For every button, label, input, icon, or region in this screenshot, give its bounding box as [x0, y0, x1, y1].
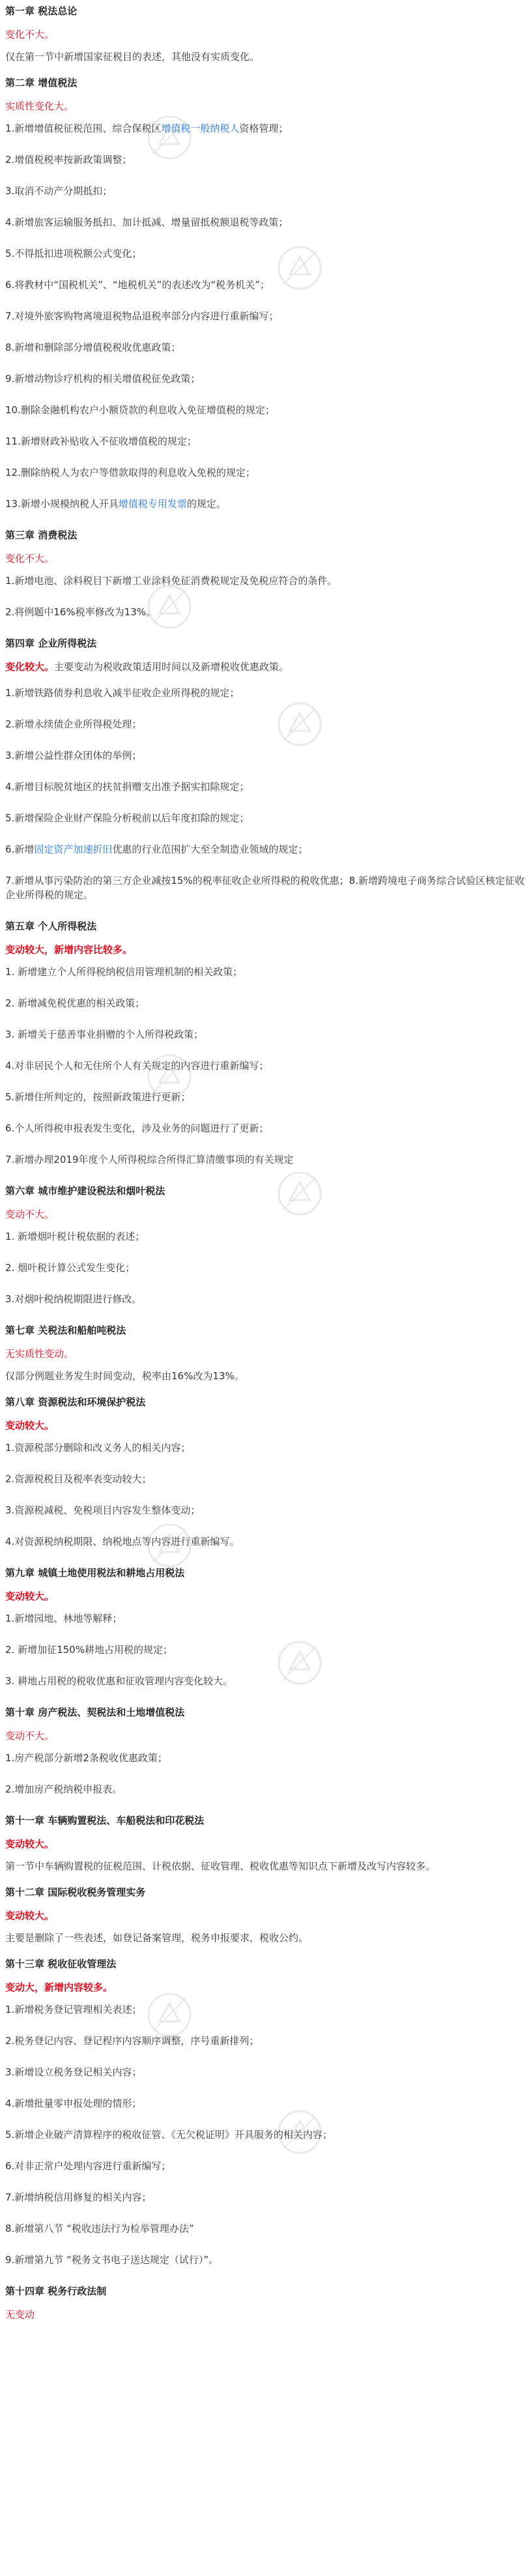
- chapter-section: [5, 919, 526, 1167]
- list-item: 8.新增和删除部分增值税税收优惠政策；: [5, 342, 181, 353]
- chapter-section: [5, 1184, 526, 1306]
- chapter-heading: 第四章 企业所得税法: [5, 637, 97, 649]
- list-item: 3.对烟叶税纳税期限进行修改。: [5, 1293, 142, 1305]
- list-item: 3.取消不动产分期抵扣；: [5, 185, 113, 197]
- list-item: 9.新增动物诊疗机构的相关增值税征免政策；: [5, 373, 201, 385]
- chapter-heading: 第五章 个人所得税法: [5, 920, 97, 932]
- change-summary: 变动较大。: [5, 1838, 55, 1850]
- chapter-heading: 第八章 资源税法和环境保护税法: [5, 1396, 146, 1408]
- list-item: 4.新增批量零申报处理的情形；: [5, 2098, 142, 2109]
- list-item: 1. 新增建立个人所得税纳税信用管理机制的相关政策；: [5, 966, 243, 978]
- list-item: 2.增加房产税纳税申报表。: [5, 1783, 122, 1795]
- keyword-link[interactable]: 固定资产加速折旧: [34, 843, 113, 855]
- chapter-section: [5, 1813, 526, 1873]
- list-item: 7.新增纳税信用修复的相关内容；: [5, 2191, 152, 2203]
- list-item: 2. 新增减免税优惠的相关政策；: [5, 997, 145, 1009]
- change-summary: 变动较大，新增内容比较多。: [5, 944, 133, 956]
- chapter-note: 第一节中车辆购置税的征税范围、计税依据、征收管理、税收优惠等知识点下新增及改写内容较多。: [5, 1860, 436, 1872]
- list-item: 3.资源税减税、免税项目内容发生整体变动；: [5, 1504, 201, 1516]
- list-item: 2. 烟叶税计算公式发生变化；: [5, 1262, 136, 1274]
- list-item: 2.将例题中16%税率修改为13%。: [5, 606, 156, 618]
- list-item: [5, 497, 526, 511]
- chapter-section: [5, 528, 526, 619]
- change-summary-paragraph: [5, 660, 526, 674]
- list-item: 7.新增从事污染防治的第三方企业减按15%的税率征收企业所得税的税收优惠；8.新增跨境电子商务综合试验区核定征收企业所得税的规定。: [5, 875, 524, 901]
- list-item-text: 资格管理；: [239, 123, 289, 134]
- list-item: 6.对非正常户处理内容进行重新编写；: [5, 2160, 171, 2172]
- list-item: 1.资源税部分删除和改义务人的相关内容；: [5, 1442, 191, 1454]
- chapter-heading: 第三章 消费税法: [5, 529, 78, 541]
- list-item: 1.新增园地、林地等解释；: [5, 1613, 122, 1624]
- chapter-section: [5, 1885, 526, 1945]
- change-summary: 变化不大。: [5, 553, 55, 564]
- list-item: 7.新增办理2019年度个人所得税综合所得汇算清缴事项的有关规定: [5, 1154, 294, 1165]
- chapter-section: [5, 636, 526, 902]
- keyword-link[interactable]: 增值税专用发票: [118, 498, 187, 510]
- change-summary: 变化不大。: [5, 29, 55, 40]
- list-item: 1.新增税务登记管理相关表述；: [5, 2004, 142, 2015]
- chapter-note: 仅部分例题业务发生时间变动，税率由16%改为13%。: [5, 1370, 244, 1382]
- chapter-heading: 第九章 城镇土地使用税法和耕地占用税法: [5, 1567, 185, 1579]
- list-item: 4.对非居民个人和无住所个人有关规定的内容进行重新编写；: [5, 1060, 269, 1072]
- article-content: [5, 4, 526, 2322]
- change-summary: 无实质性变动。: [5, 1348, 74, 1360]
- change-summary: 实质性变化大。: [5, 100, 74, 112]
- list-item: 4.新增旅客运输服务抵扣、加计抵减、增量留抵税额退税等政策；: [5, 216, 289, 228]
- chapter-heading: 第十四章 税务行政法制: [5, 2285, 107, 2297]
- chapter-heading: 第十三章 税收征收管理法: [5, 1958, 117, 1970]
- list-item: 1. 新增烟叶税计税依据的表述；: [5, 1231, 145, 1242]
- change-summary: 无变动: [5, 2309, 35, 2320]
- chapter-heading: 第十二章 国际税收税务管理实务: [5, 1886, 146, 1898]
- list-item: 3. 新增关于慈善事业捐赠的个人所得税政策；: [5, 1029, 204, 1040]
- list-item: 1.房产税部分新增2条税收优惠政策；: [5, 1752, 167, 1764]
- chapter-heading: 第十一章 车辆购置税法、车船税法和印花税法: [5, 1815, 205, 1826]
- chapter-section: [5, 1705, 526, 1796]
- list-item: 2.税务登记内容、登记程序内容顺序调整，序号重新排列；: [5, 2035, 259, 2047]
- chapter-note: 仅在第一节中新增国家征税目的表述，其他没有实质变化。: [5, 51, 260, 63]
- list-item: 4.对资源税纳税期限、纳税地点等内容进行重新编写。: [5, 1536, 240, 1547]
- list-item: 1.新增电池、涂料税目下新增工业涂料免征消费税规定及免税应符合的条件。: [5, 575, 337, 587]
- change-summary-text: 主要变动为税收政策适用时间以及新增税收优惠政策。: [54, 661, 289, 673]
- chapter-heading: 第二章 增值税法: [5, 77, 78, 89]
- list-item-text: 13.新增小规模纳税人开具: [5, 498, 119, 510]
- chapter-section: [5, 1566, 526, 1688]
- list-item: 2.资源税税目及税率表变动较大；: [5, 1473, 152, 1485]
- change-summary: 变动不大。: [5, 1208, 55, 1220]
- list-item: 2.新增永续债企业所得税处理；: [5, 718, 142, 730]
- list-item: 6.个人所得税申报表发生变化，涉及业务的问题进行了更新；: [5, 1122, 269, 1134]
- list-item: 5.新增企业破产清算程序的税收征管、《无欠税证明》开具服务的相关内容；: [5, 2129, 332, 2141]
- list-item: 2.增值税税率按新政策调整；: [5, 154, 132, 166]
- list-item: 8.新增第八节 “税收违法行为检举管理办法”: [5, 2223, 194, 2234]
- change-summary: 变动不大。: [5, 1730, 55, 1742]
- chapter-section: [5, 4, 526, 64]
- list-item: 3.新增公益性群众团体的举例；: [5, 750, 142, 761]
- list-item: [5, 121, 526, 136]
- chapter-heading: 第十章 房产税法、契税法和土地增值税法: [5, 1706, 185, 1718]
- list-item: 3. 耕地占用税的税收优惠和征收管理内容变化较大。: [5, 1675, 233, 1687]
- list-item: 5.不得抵扣进项税额公式变化；: [5, 248, 142, 259]
- list-item: 1.新增铁路债券利息收入减半征收企业所得税的规定；: [5, 687, 240, 699]
- list-item: 11.新增财政补贴收入不征收增值税的规定；: [5, 435, 197, 447]
- change-summary-highlight: 变化较大。: [5, 661, 55, 673]
- list-item-text: 优惠的行业范围扩大至全制造业领域的规定；: [112, 843, 308, 855]
- chapter-section: [5, 76, 526, 511]
- chapter-section: [5, 1395, 526, 1549]
- list-item: 5.新增保险企业财产保险分析税前以后年度扣除的规定；: [5, 812, 250, 824]
- chapter-heading: 第六章 城市维护建设税法和烟叶税法: [5, 1185, 165, 1197]
- change-summary: 变动较大。: [5, 1910, 55, 1922]
- list-item: 4.新增目标脱贫地区的扶贫捐赠支出准予据实扣除规定；: [5, 781, 250, 793]
- keyword-link[interactable]: 增值税一般纳税人: [161, 123, 240, 134]
- chapter-heading: 第七章 关税法和船舶吨税法: [5, 1325, 126, 1336]
- list-item: 6.将教材中“国税机关”、“地税机关”的表述改为“税务机关”；: [5, 279, 270, 291]
- list-item: 9.新增第九节 “税务文书电子送达规定（试行）”。: [5, 2254, 219, 2266]
- change-summary: 变动较大。: [5, 1420, 55, 1431]
- list-item: [5, 842, 526, 856]
- list-item: 10.删除金融机构农户小额贷款的利息收入免征增值税的规定；: [5, 404, 275, 416]
- chapter-section: [5, 1323, 526, 1383]
- article-body: [0, 4, 531, 2322]
- list-item-text: 6.新增: [5, 843, 35, 855]
- chapter-note: 主要是删除了一些表述，如登记备案管理，税务申报要求，税收公约。: [5, 1932, 309, 1944]
- list-item-text: 1.新增增值税征税范围、综合保税区: [5, 123, 162, 134]
- list-item: 7.对境外旅客购物离境退税物品退税率部分内容进行重新编写；: [5, 310, 279, 322]
- list-item: 2. 新增加征150%耕地占用税的规定；: [5, 1644, 173, 1656]
- change-summary: 变动较大。: [5, 1590, 55, 1602]
- chapter-heading: 第一章 税法总论: [5, 5, 78, 17]
- list-item: 12.删除纳税人为农户等借款取得的利息收入免税的规定；: [5, 467, 255, 478]
- chapter-section: [5, 2284, 526, 2322]
- list-item-text: 的规定。: [186, 498, 226, 510]
- list-item: 5.新增住所判定的，按照新政策进行更新；: [5, 1091, 191, 1103]
- chapter-section: [5, 1957, 526, 2267]
- change-summary: 变动大，新增内容较多。: [5, 1982, 113, 1993]
- list-item: 3.新增设立税务登记相关内容；: [5, 2066, 142, 2078]
